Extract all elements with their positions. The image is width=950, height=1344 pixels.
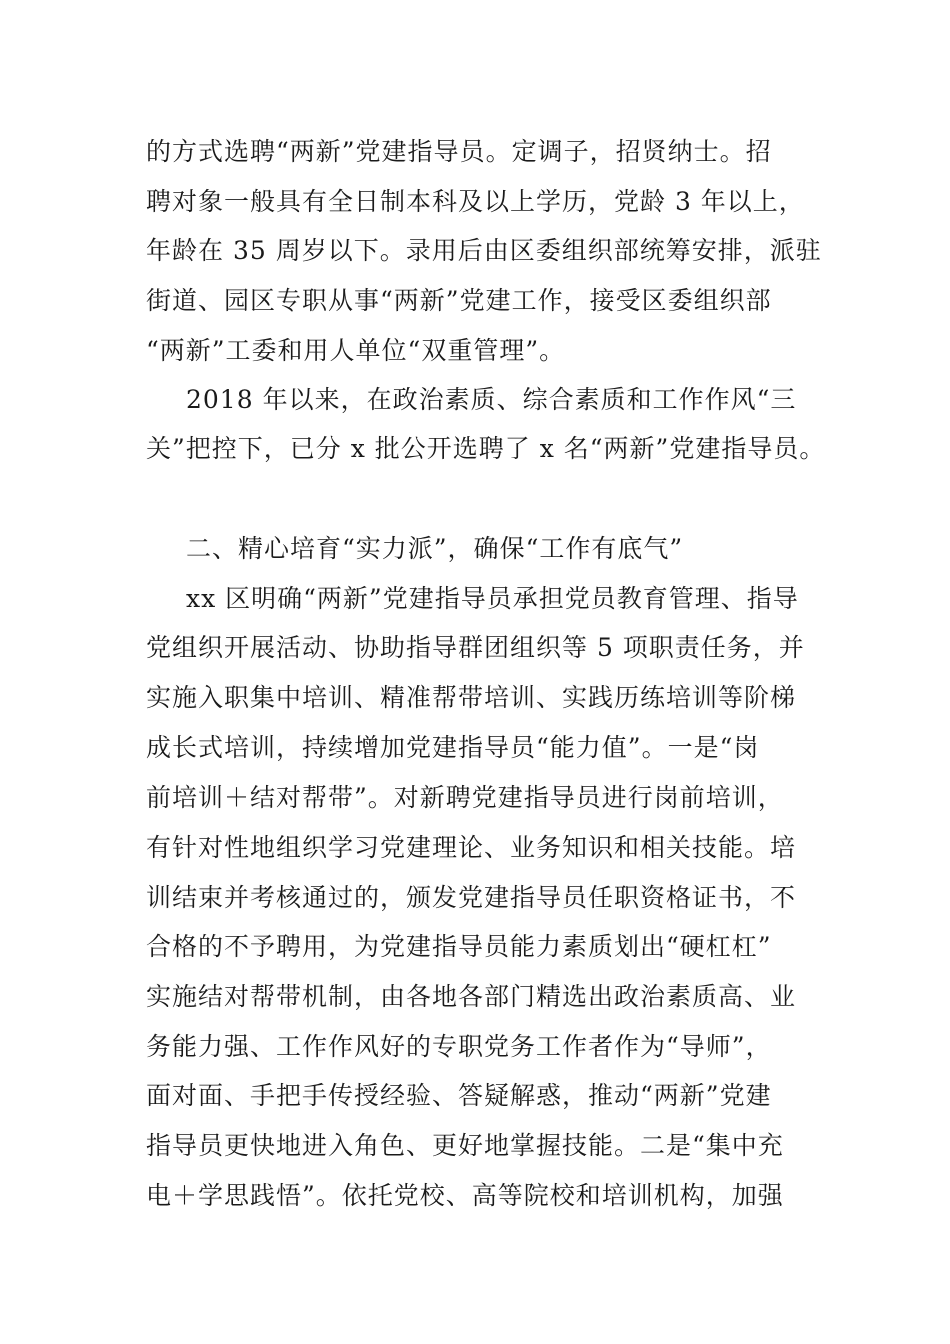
paragraph-3-line-2: 党组织开展活动、协助指导群团组织等 5 项职责任务，并 xyxy=(146,633,805,662)
paragraph-3-line-9: 实施结对帮带机制，由各地各部门精选出政治素质高、业 xyxy=(146,982,797,1011)
paragraph-1-line-5: “两新”工委和用人单位“双重管理”。 xyxy=(146,336,566,365)
paragraph-3-line-4: 成长式培训，持续增加党建指导员“能力值”。一是“岗 xyxy=(146,733,760,762)
paragraph-1-line-4: 街道、园区专职从事“两新”党建工作，接受区委组织部 xyxy=(146,286,772,315)
paragraph-3-line-6: 有针对性地组织学习党建理论、业务知识和相关技能。培 xyxy=(146,833,797,862)
section-heading: 二、精心培育“实力派”，确保“工作有底气” xyxy=(186,534,684,563)
paragraph-1-line-2: 聘对象一般具有全日制本科及以上学历，党龄 3 年以上， xyxy=(146,187,805,216)
paragraph-3-line-12: 指导员更快地进入角色、更好地掌握技能。二是“集中充 xyxy=(146,1131,784,1160)
paragraph-3-line-7: 训结束并考核通过的，颁发党建指导员任职资格证书，不 xyxy=(146,883,797,912)
paragraph-1-line-3: 年龄在 35 周岁以下。录用后由区委组织部统筹安排，派驻 xyxy=(146,236,822,265)
paragraph-1-line-1: 的方式选聘“两新”党建指导员。定调子，招贤纳士。招 xyxy=(146,137,772,166)
paragraph-2-line-1: 2018 年以来，在政治素质、综合素质和工作作风“三 xyxy=(186,385,797,414)
paragraph-3-line-1: xx 区明确“两新”党建指导员承担党员教育管理、指导 xyxy=(186,584,799,613)
paragraph-2-line-2: 关”把控下，已分 x 批公开选聘了 x 名“两新”党建指导员。 xyxy=(146,434,826,463)
paragraph-3-line-10: 务能力强、工作作风好的专职党务工作者作为“导师”， xyxy=(146,1032,772,1061)
paragraph-3-line-8: 合格的不予聘用，为党建指导员能力素质划出“硬杠杠” xyxy=(146,932,772,961)
paragraph-3-line-11: 面对面、手把手传授经验、答疑解惑，推动“两新”党建 xyxy=(146,1081,772,1110)
paragraph-3-line-3: 实施入职集中培训、精准帮带培训、实践历练培训等阶梯 xyxy=(146,683,797,712)
paragraph-3-line-13: 电＋学思践悟”。依托党校、高等院校和培训机构，加强 xyxy=(146,1181,784,1210)
paragraph-3-line-5: 前培训＋结对帮带”。对新聘党建指导员进行岗前培训， xyxy=(146,783,784,812)
